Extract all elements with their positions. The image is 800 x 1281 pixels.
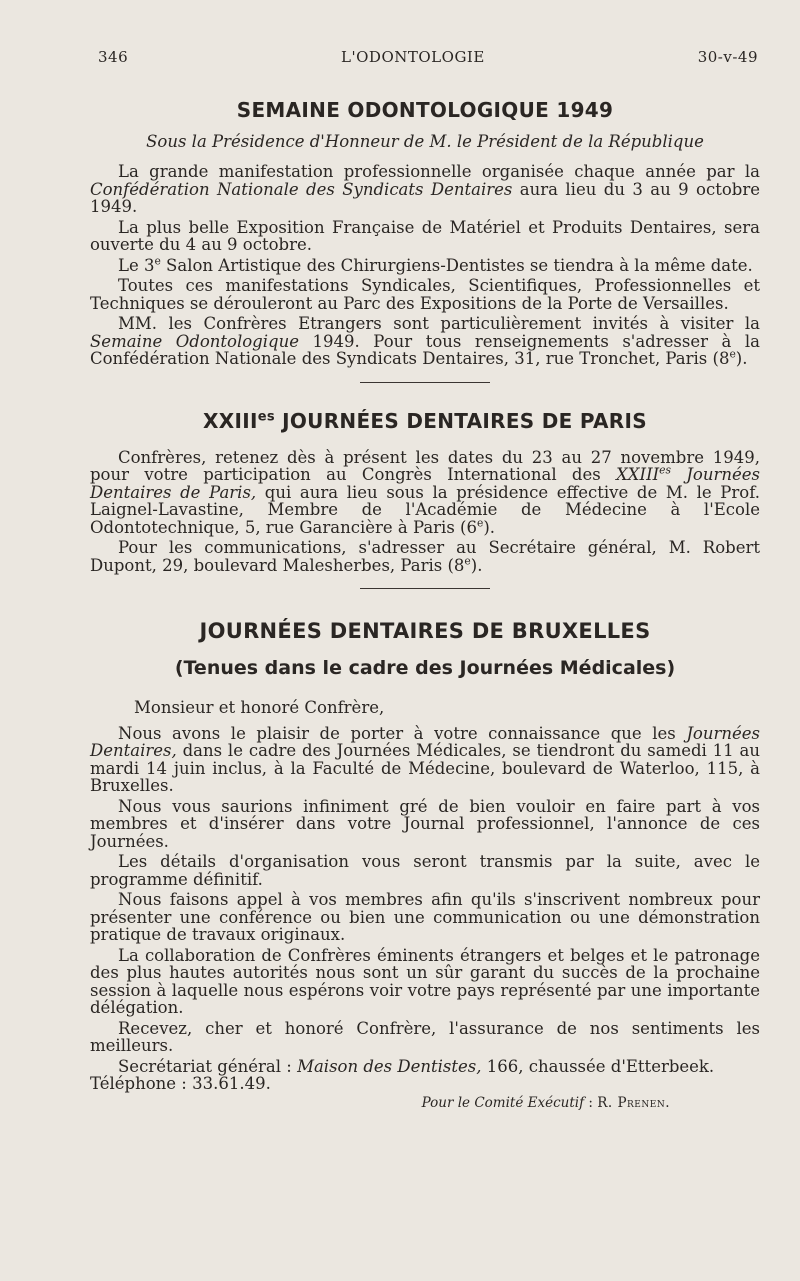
section-divider (360, 382, 490, 383)
running-header (98, 48, 758, 66)
telephone-line: Téléphone : 33.61.49. (90, 1074, 271, 1093)
section-title-semaine: SEMAINE ODONTOLOGIQUE 1949 (236, 98, 614, 122)
signature-name: R. Prenen. (597, 1094, 670, 1111)
section-title-bruxelles: JOURNÉES DENTAIRES DE BRUXELLES (199, 619, 651, 643)
paragraph: Pour les communications, s'adresser au Secrétaire général, M. Robert Dupont, 29, boulevard Malesherbes, Paris (8e). (90, 538, 760, 575)
paragraph: La grande manifestation professionnelle organisée chaque année par la Confédération Nationale des Syndicats Dentaires aura lieu du 3 au 9 octobre 1949. (90, 162, 760, 216)
paragraph: Recevez, cher et honoré Confrère, l'assurance de nos sentiments les meilleurs. (90, 1018, 760, 1055)
article-body (90, 98, 760, 1111)
paragraph: La collaboration de Confrères éminents étrangers et belges et le patronage des plus hautes autorités nous sont un sûr garant du succès de la prochaine session à laquelle nous espérons voir votre pays représenté par une importante délégation. (90, 945, 760, 1017)
salutation: Monsieur et honoré Confrère, (134, 698, 385, 717)
paragraph: Secrétariat général : Maison des Dentistes, 166, chaussée d'Etterbeek. (118, 1056, 715, 1076)
paragraph: Nous faisons appel à vos membres afin qu'ils s'inscrivent nombreux pour présenter une conférence ou bien une communication ou une démonstration pratique de travaux originaux. (90, 890, 760, 944)
paragraph: MM. les Confrères Etrangers sont particulièrement invités à visiter la Semaine Odontologique 1949. Pour tous renseignements s'adresser à la Confédération Nationale des Syndicats Dentaires, 31, rue Tronchet, Paris (8e). (90, 314, 760, 368)
signature-label: Pour le Comité Exécutif (421, 1094, 585, 1111)
journal-title: L'ODONTOLOGIE (341, 48, 485, 66)
paragraph: La plus belle Exposition Française de Matériel et Produits Dentaires, sera ouverte du 4 au 9 octobre. (90, 217, 760, 254)
paragraph: Nous avons le plaisir de porter à votre connaissance que les Journées Dentaires, dans le cadre des Journées Médicales, se tiendront du samedi 11 au mardi 14 juin inclus, à la Faculté de Médecine, boulevard de Waterloo, 115, à Bruxelles. (90, 723, 760, 795)
paragraph: Les détails d'organisation vous seront transmis par la suite, avec le programme définitif. (90, 852, 760, 889)
issue-date: 30-v-49 (697, 48, 758, 66)
section-subtitle-bruxelles: (Tenues dans le cadre des Journées Médicales) (174, 657, 676, 679)
section-divider (360, 588, 490, 589)
paragraph: Nous vous saurions infiniment gré de bien vouloir en faire part à vos membres et d'insérer dans votre Journal professionnel, l'annonce de ces Journées. (90, 796, 760, 851)
paragraph: Confrères, retenez dès à présent les dates du 23 au 27 novembre 1949, pour votre participation au Congrès International des $XXIII^{es}$ Journées Dentaires de Paris, qui aura lieu sous la présidence effective de M. le Prof. Laignel-Lavastine, Membre de l'Académie de Médecine à l'Ecole Odontotechnique, 5, rue Garancière à Paris (6e). (90, 447, 760, 537)
signature-line: Pour le Comité Exécutif : R. Prenen. (421, 1094, 670, 1111)
paragraph: Le 3e Salon Artistique des Chirurgiens-Dentistes se tiendra à la même date. (118, 254, 753, 275)
section-subtitle-presidence: Sous la Présidence d'Honneur de M. le Président de la République (146, 132, 704, 151)
section-title-journees-paris: $XXIII^{es}$ JOURNÉES DENTAIRES DE PARIS (203, 408, 647, 433)
page-number: 346 (98, 48, 129, 66)
paragraph: Toutes ces manifestations Syndicales, Scientifiques, Professionnelles et Techniques se dérouleront au Parc des Expositions de la Porte de Versailles. (90, 276, 760, 313)
